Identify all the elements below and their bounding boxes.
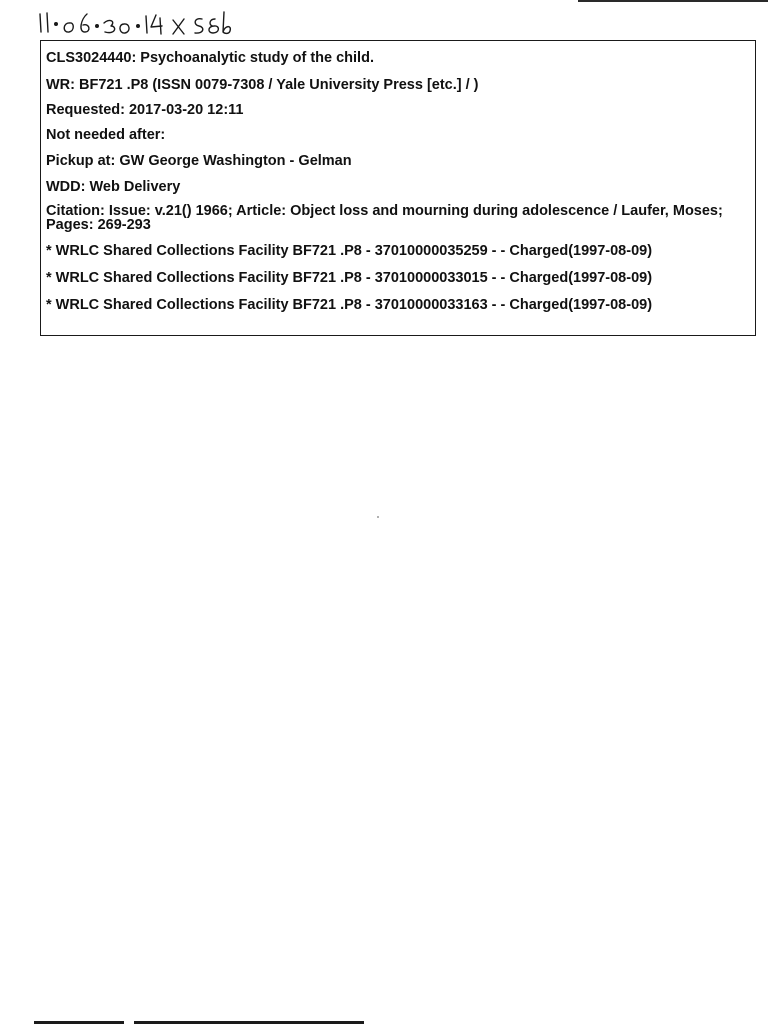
pickup-location-line: Pickup at: GW George Washington - Gelman: [46, 153, 352, 169]
request-slip: [40, 40, 756, 336]
handwritten-note-drawing: [32, 6, 232, 36]
holding-item-line: * WRLC Shared Collections Facility BF721 .P8 - 37010000033163 - - Charged(1997-08-09): [46, 297, 653, 313]
request-title-line: CLS3024440: Psychoanalytic study of the child.: [46, 50, 374, 66]
scan-speck: [377, 516, 379, 518]
scan-edge-rule: [578, 0, 768, 2]
holding-item-line: * WRLC Shared Collections Facility BF721 .P8 - 37010000035259 - - Charged(1997-08-09): [46, 243, 653, 259]
handwritten-note: [32, 6, 232, 36]
delivery-method-line: WDD: Web Delivery: [46, 179, 181, 195]
wr-call-number-line: WR: BF721 .P8 (ISSN 0079-7308 / Yale University Press [etc.] / ): [46, 77, 479, 93]
scan-bottom-marks: [34, 1020, 374, 1024]
not-needed-after-line: Not needed after:: [46, 127, 166, 143]
holding-item-line: * WRLC Shared Collections Facility BF721 .P8 - 37010000033015 - - Charged(1997-08-09): [46, 270, 653, 286]
requested-date-line: Requested: 2017-03-20 12:11: [46, 102, 244, 118]
citation-line: Citation: Issue: v.21() 1966; Article: Object loss and mourning during adolescence / Laufer, Moses; Pages: 269-293: [46, 203, 723, 233]
